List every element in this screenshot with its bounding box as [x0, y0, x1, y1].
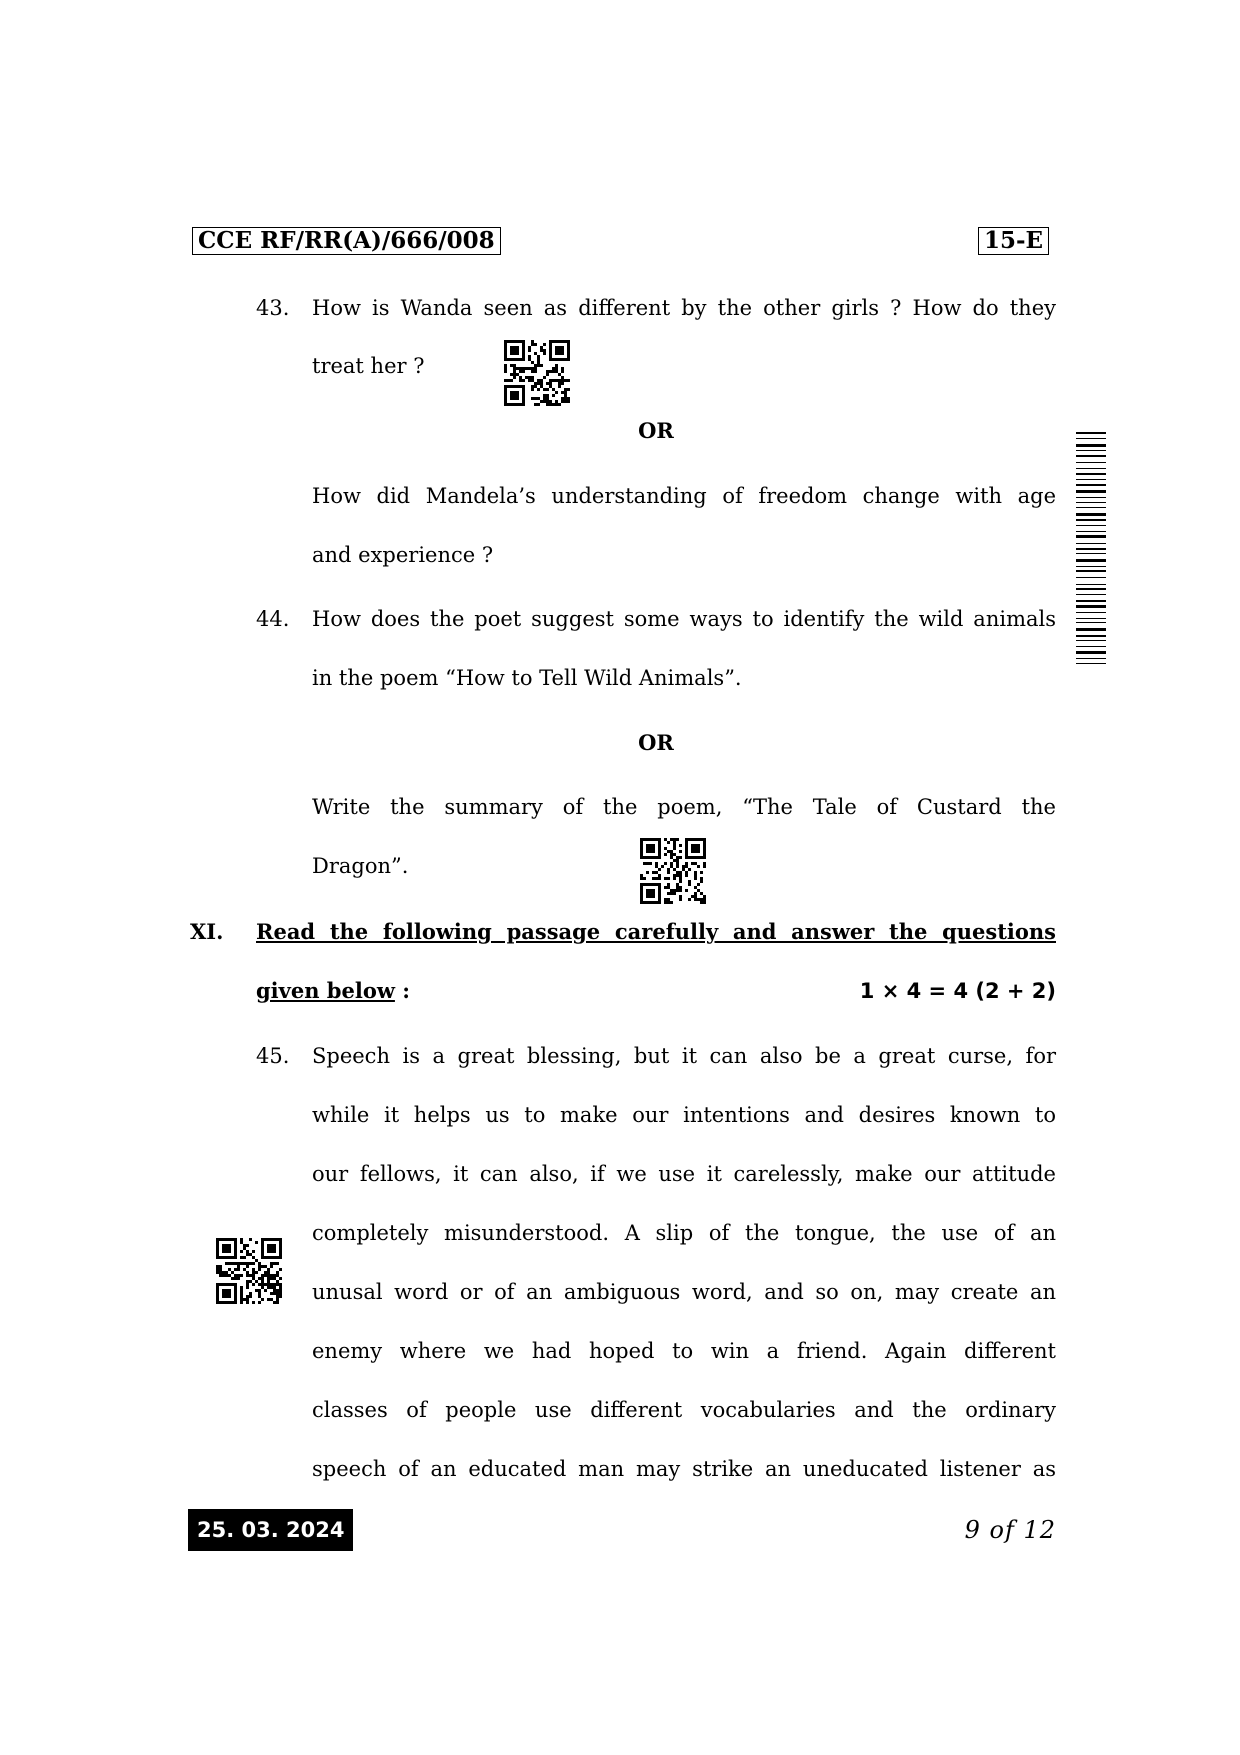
passage-line: enemy where we had hoped to win a friend. Again different [312, 1339, 1056, 1363]
paper-number: 15-E [978, 227, 1049, 255]
passage-line: speech of an educated man may strike an uneducated listener as [312, 1457, 1056, 1481]
exam-date: 25. 03. 2024 [188, 1509, 353, 1551]
q44-alt-line-2: Dragon”. [312, 854, 409, 878]
passage-line: unusal word or of an ambiguous word, and so on, may create an [312, 1280, 1056, 1304]
passage-line: completely misunderstood. A slip of the tongue, the use of an [312, 1221, 1056, 1245]
passage-line: our fellows, it can also, if we use it carelessly, make our attitude [312, 1162, 1056, 1186]
qr-code-icon [640, 838, 706, 910]
section-title-text: given below [256, 978, 395, 1003]
or-divider-43: OR [638, 418, 674, 443]
q43-alt-line-2: and experience ? [312, 543, 494, 567]
q43-line-2: treat her ? [312, 354, 425, 378]
qr-code-icon [504, 340, 570, 412]
section-marks: 1 × 4 = 4 (2 + 2) [859, 979, 1056, 1003]
q44-alt-line-1: Write the summary of the poem, “The Tale of Custard the [312, 795, 1056, 819]
section-number: XI. [190, 919, 224, 944]
or-divider-44: OR [638, 730, 674, 755]
qr-code-icon [216, 1238, 282, 1310]
barcode-icon [1076, 432, 1106, 664]
question-number-43: 43. [256, 296, 290, 320]
section-title-line-2 [256, 976, 410, 1006]
section-colon: : [402, 978, 410, 1003]
section-title-line-1: Read the following passage carefully and answer the questions [256, 919, 1056, 944]
q44-line-2: in the poem “How to Tell Wild Animals”. [312, 666, 742, 690]
q43-line-1: How is Wanda seen as different by the other girls ? How do they [312, 296, 1056, 320]
page-number: 9 of 12 [964, 1516, 1056, 1544]
q44-line-1: How does the poet suggest some ways to identify the wild animals [312, 607, 1056, 631]
paper-code: CCE RF/RR(A)/666/008 [192, 227, 501, 255]
q43-alt-line-1: How did Mandela’s understanding of freedom change with age [312, 484, 1056, 508]
question-number-44: 44. [256, 607, 290, 631]
passage-line: Speech is a great blessing, but it can also be a great curse, for [312, 1044, 1056, 1068]
question-number-45: 45. [256, 1044, 290, 1068]
passage-line: classes of people use different vocabularies and the ordinary [312, 1398, 1056, 1422]
passage-line: while it helps us to make our intentions and desires known to [312, 1103, 1056, 1127]
